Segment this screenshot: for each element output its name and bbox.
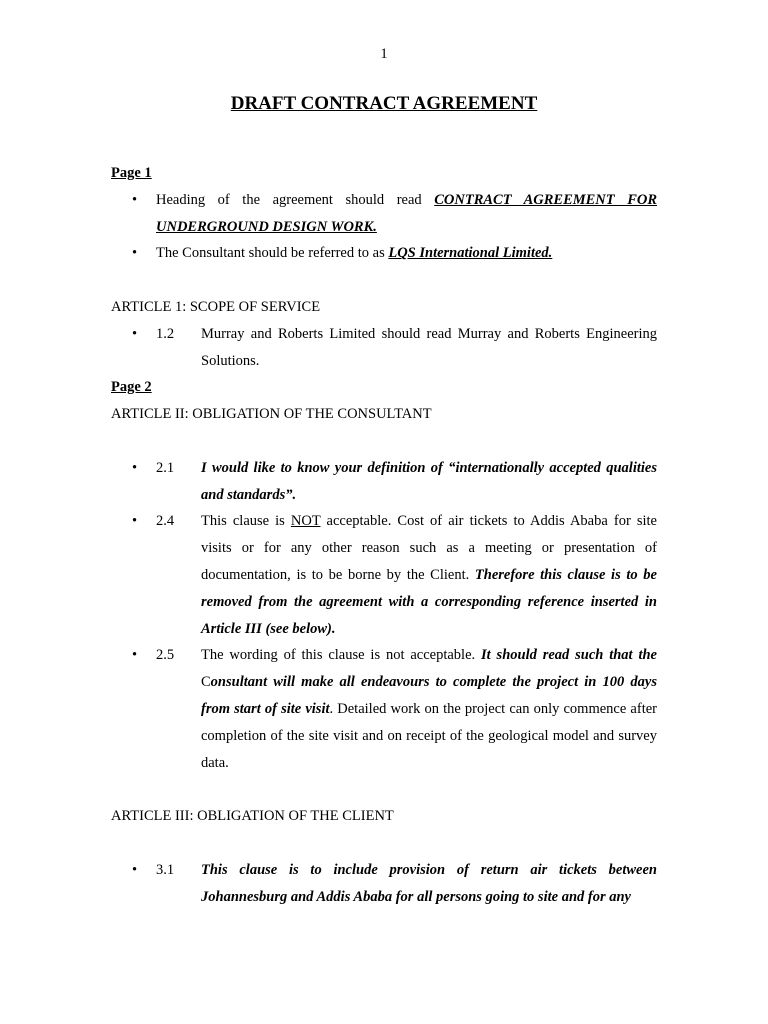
item-number: 3.1 bbox=[156, 861, 175, 878]
list-item bbox=[111, 508, 657, 642]
article2-list bbox=[111, 455, 657, 777]
list-item-text bbox=[201, 642, 657, 776]
article2-heading: ARTICLE II: OBLIGATION OF THE CONSULTANT bbox=[111, 406, 432, 423]
bullet-icon: • bbox=[132, 325, 138, 342]
bullet-icon: • bbox=[132, 245, 138, 262]
item25-text-e: . Detailed work on the project can only commence after completion of the site visit and on receipt of the geological model and survey data. bbox=[201, 700, 657, 771]
bullet-icon: • bbox=[132, 191, 138, 208]
bullet2-emphasis: LQS International Limited. bbox=[388, 245, 553, 262]
item25-letter-c: C bbox=[201, 674, 211, 691]
item-number: 2.1 bbox=[156, 459, 175, 476]
list-item-text: This clause is to include provision of return air tickets between Johannesburg and Addis Ababa for all persons going to site and for any bbox=[201, 861, 657, 905]
article3-heading: ARTICLE III: OBLIGATION OF THE CLIENT bbox=[111, 808, 394, 825]
list-item bbox=[111, 187, 657, 241]
article1-list bbox=[111, 321, 657, 375]
list-item-text: Murray and Roberts Limited should read Murray and Roberts Engineering Solutions. bbox=[201, 325, 657, 369]
bullet2-text: The Consultant should be referred to as bbox=[156, 245, 389, 262]
list-item bbox=[111, 240, 657, 267]
article1-heading: ARTICLE 1: SCOPE OF SERVICE bbox=[111, 298, 321, 315]
bullet1-text: Heading of the agreement should read bbox=[156, 191, 435, 208]
item-number: 2.5 bbox=[156, 647, 175, 664]
list-item-text bbox=[201, 508, 657, 642]
item24-emphasis: Therefore this clause is to be removed from the agreement with a corresponding reference inserted in Article III (see below). bbox=[201, 566, 657, 637]
list-item-text bbox=[156, 187, 657, 241]
item25-text-a: The wording of this clause is not acceptable. bbox=[201, 647, 482, 664]
page1-list bbox=[111, 187, 657, 267]
list-item bbox=[111, 857, 657, 911]
bullet-icon: • bbox=[132, 513, 138, 530]
list-item bbox=[111, 321, 657, 375]
list-item-text bbox=[156, 240, 657, 267]
item-number: 2.4 bbox=[156, 513, 175, 530]
bullet-icon: • bbox=[132, 861, 138, 878]
list-item bbox=[111, 455, 657, 509]
item-number: 1.2 bbox=[156, 325, 175, 342]
list-item-text: I would like to know your definition of “internationally accepted qualities and standards”. bbox=[201, 459, 657, 503]
item24-not: NOT bbox=[290, 513, 321, 530]
item24-text-a: This clause is bbox=[201, 513, 291, 530]
item25-emphasis-b: onsultant will make all endeavours to complete the project in 100 days from start of site visit bbox=[201, 674, 657, 717]
bullet-icon: • bbox=[132, 459, 138, 476]
bullet1-emphasis: CONTRACT AGREEMENT FOR UNDERGROUND DESIGN WORK. bbox=[156, 191, 658, 235]
item24-text-b: acceptable. Cost of air tickets to Addis Ababa for site visits or for any other reason such as a meeting or presentation of documentation, is to be borne by the Client. bbox=[201, 513, 657, 583]
list-item bbox=[111, 642, 657, 776]
document-title: DRAFT CONTRACT AGREEMENT bbox=[230, 93, 538, 114]
item25-emphasis-a: It should read such that the bbox=[481, 647, 657, 664]
page2-heading: Page 2 bbox=[111, 379, 152, 396]
page-number: 1 bbox=[380, 46, 388, 62]
article3-list bbox=[111, 857, 657, 911]
bullet-icon: • bbox=[132, 647, 138, 664]
page1-heading: Page 1 bbox=[111, 165, 152, 181]
document-body bbox=[111, 160, 657, 910]
